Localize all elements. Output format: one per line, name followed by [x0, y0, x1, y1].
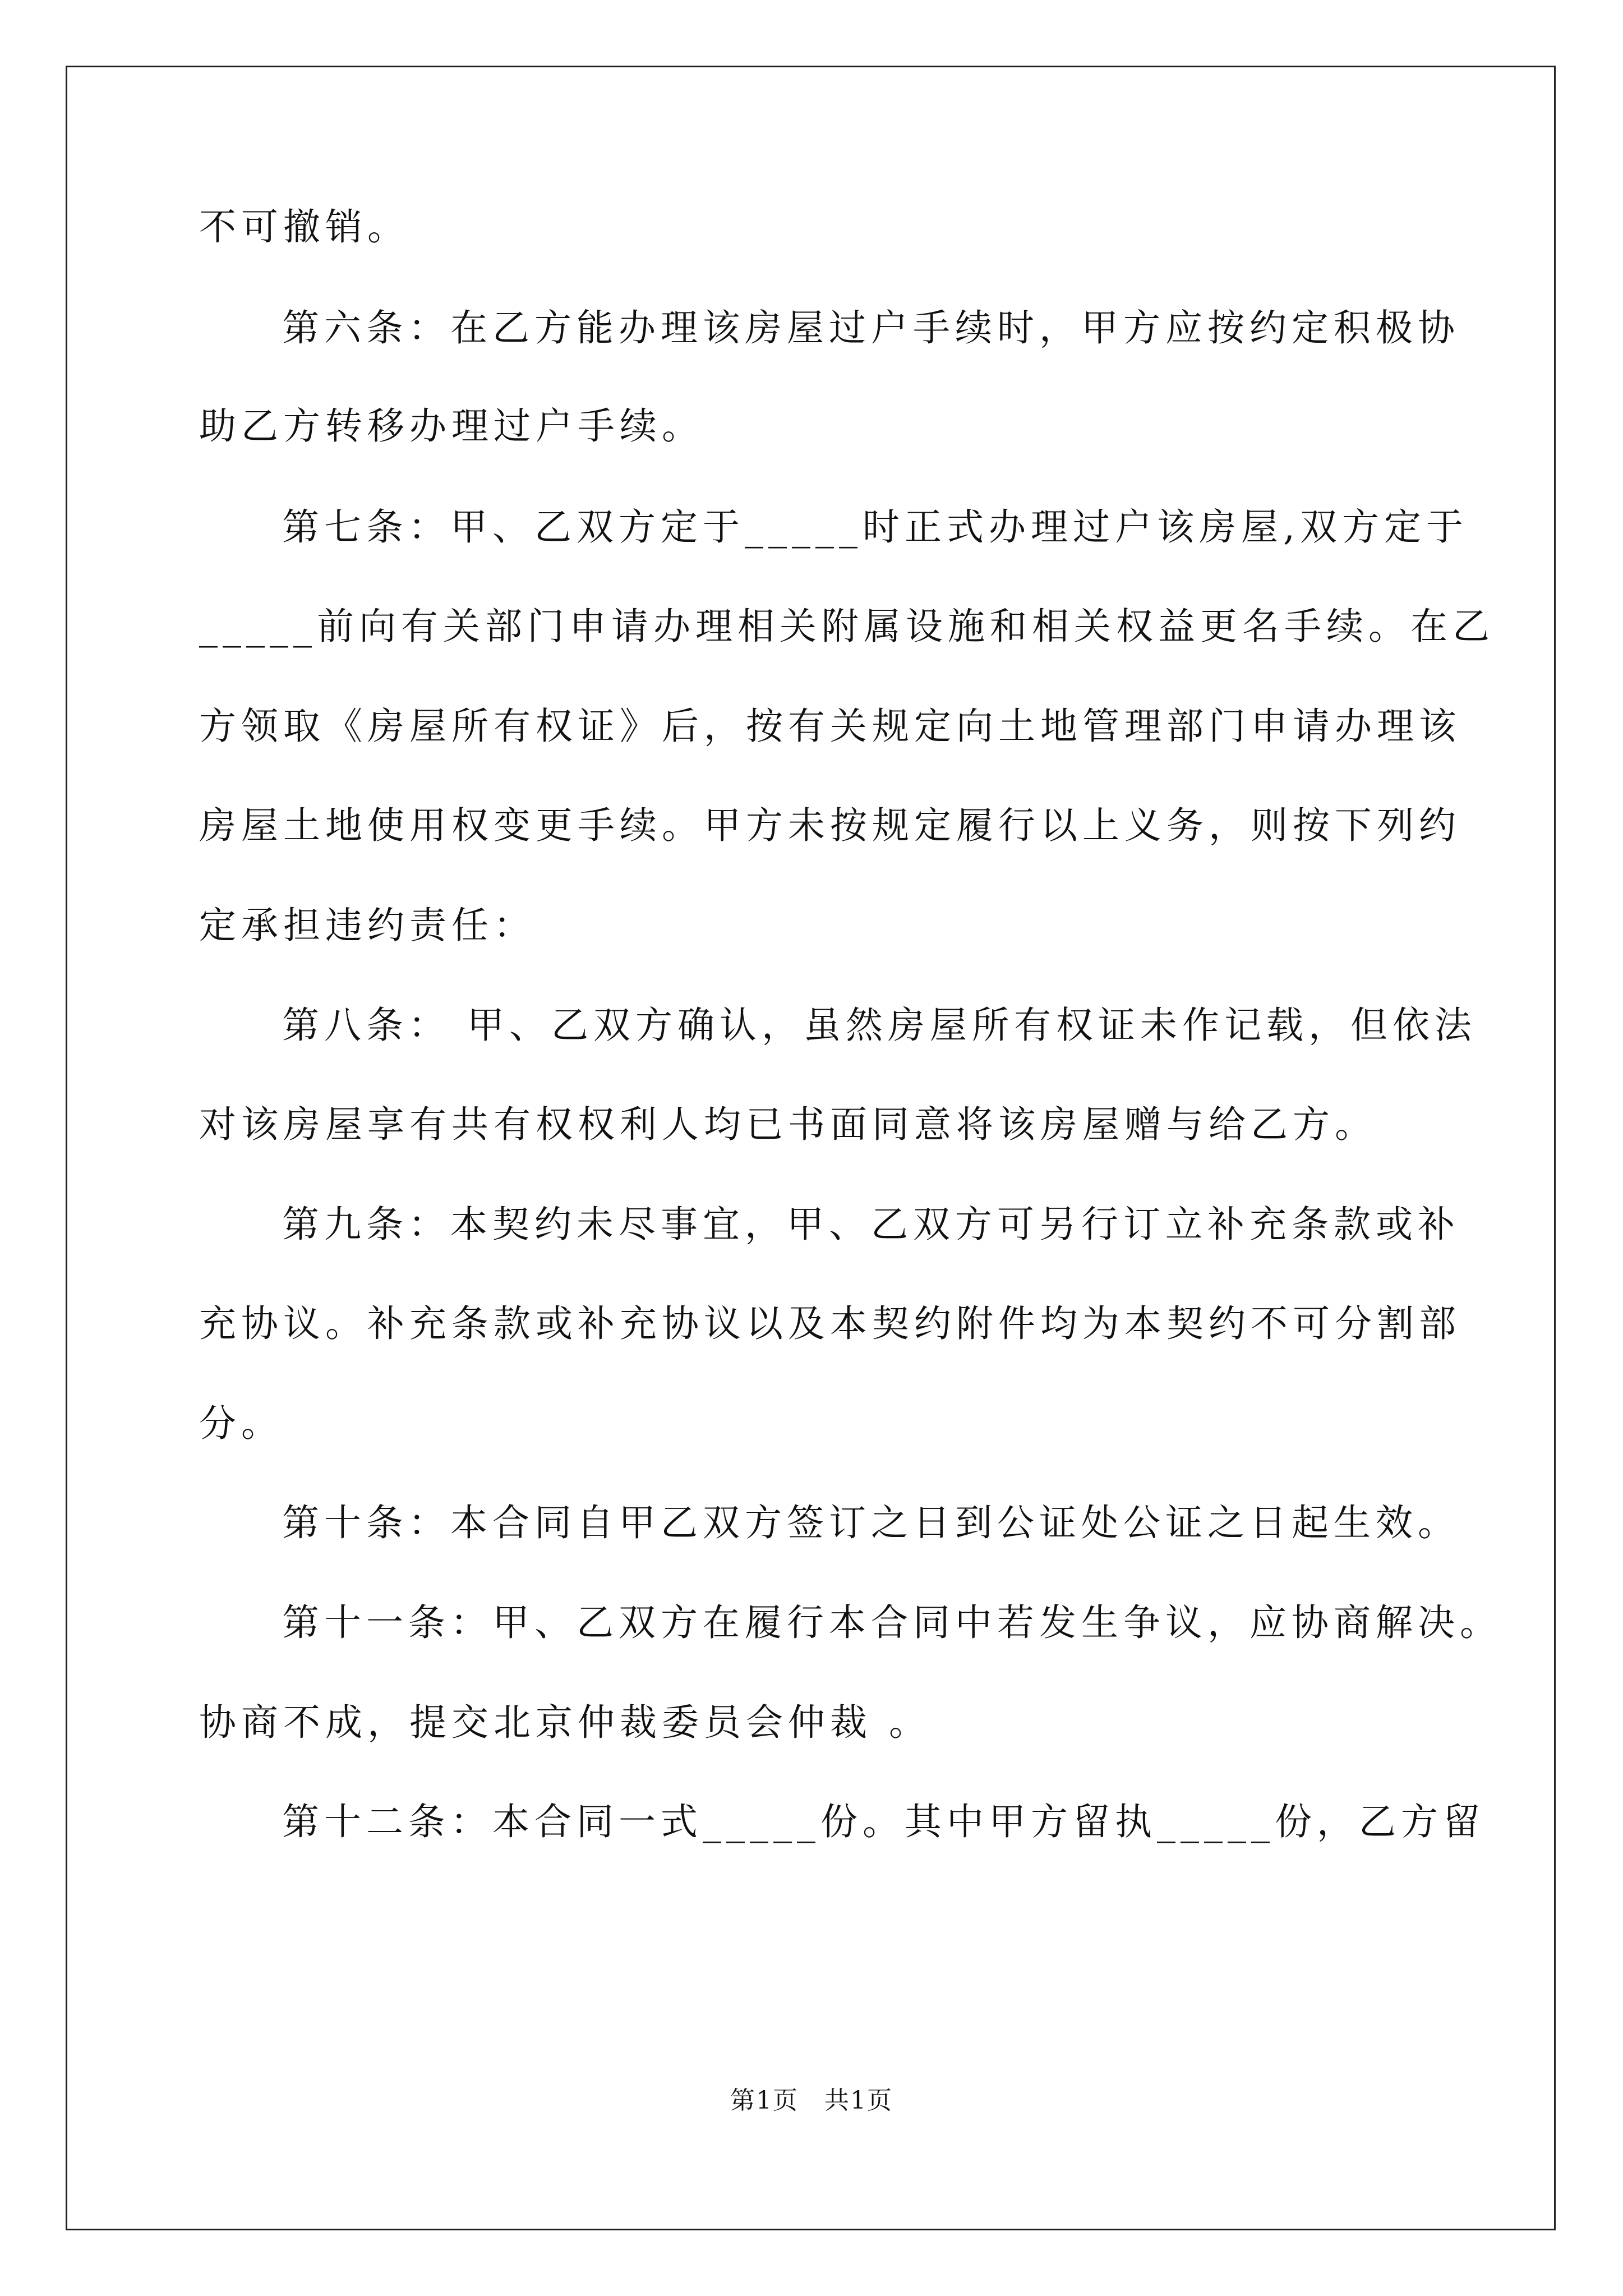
article-10-line-1: 第十条：本合同自甲乙双方签订之日到公证处公证之日起生效。 [282, 1501, 1460, 1544]
article-9-line-3: 分。 [199, 1402, 283, 1445]
article-7-line-2: _____前向有关部门申请办理相关附属设施和相关权益更名手续。在乙 [199, 605, 1495, 648]
article-6-line-2: 助乙方转移办理过户手续。 [199, 404, 704, 448]
article-7-line-5: 定承担违约责任： [199, 904, 536, 947]
article-8-line-1: 第八条： 甲、乙双方确认，虽然房屋所有权证未作记载，但依法 [282, 1004, 1477, 1047]
article-9-line-1: 第九条：本契约未尽事宜，甲、乙双方可另行订立补充条款或补 [282, 1203, 1460, 1246]
article-8-line-2: 对该房屋享有共有权权利人均已书面同意将该房屋赠与给乙方。 [199, 1103, 1377, 1146]
article-9-line-2: 充协议。补充条款或补充协议以及本契约附件均为本契约不可分割部 [199, 1302, 1461, 1345]
text-line: 不可撤销。 [199, 205, 409, 249]
article-7-line-3: 方领取《房屋所有权证》后，按有关规定向土地管理部门申请办理该 [199, 705, 1461, 748]
article-6-line-1: 第六条：在乙方能办理该房屋过户手续时，甲方应按约定积极协 [282, 306, 1460, 349]
article-11-line-2: 协商不成，提交北京仲裁委员会仲裁 。 [199, 1701, 931, 1744]
article-7-line-1: 第七条：甲、乙双方定于_____时正式办理过户该房屋,双方定于 [282, 505, 1468, 549]
article-11-line-1: 第十一条：甲、乙双方在履行本合同中若发生争议，应协商解决。 [282, 1601, 1502, 1644]
page-number-footer: 第1页 共1页 [730, 2086, 893, 2115]
article-7-line-4: 房屋土地使用权变更手续。甲方未按规定履行以上义务，则按下列约 [199, 804, 1461, 847]
article-12-line-1: 第十二条：本合同一式_____份。其中甲方留执_____份，乙方留 [282, 1800, 1485, 1843]
